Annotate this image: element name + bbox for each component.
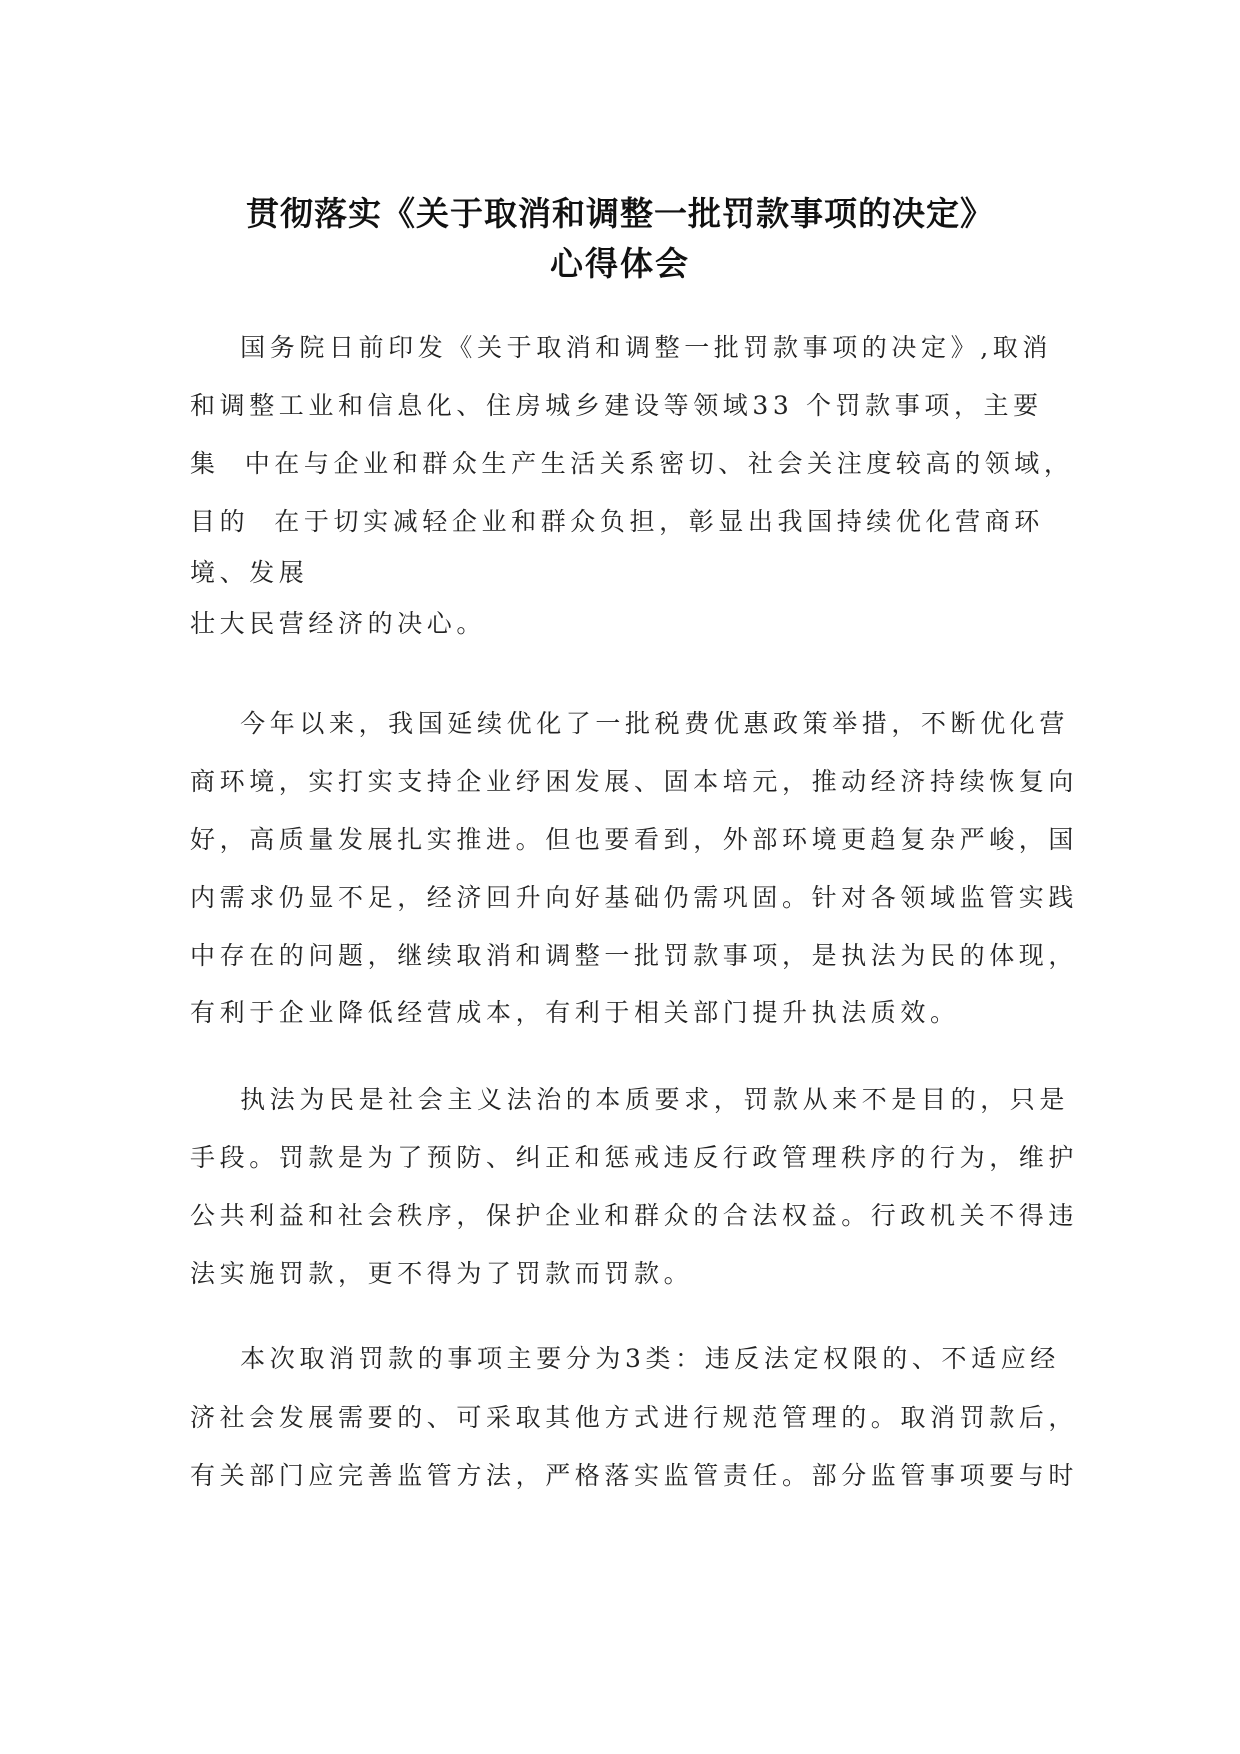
paragraph-line: 济社会发展需要的、可采取其他方式进行规范管理的。取消罚款后，	[190, 1403, 1079, 1432]
paragraph-line: 国务院日前印发《关于取消和调整一批罚款事项的决定》,取消	[190, 333, 1052, 362]
paragraph-line: 执法为民是社会主义法治的本质要求，罚款从来不是目的，只是	[190, 1085, 1069, 1114]
paragraph-line: 壮大民营经济的决心。	[190, 609, 487, 638]
paragraph-line: 集 中在与企业和群众生产生活关系密切、社会关注度较高的领域，	[190, 449, 1074, 478]
paragraph-line: 内需求仍显不足，经济回升向好基础仍需巩固。针对各领域监管实践	[190, 883, 1079, 912]
paragraph-line: 法实施罚款，更不得为了罚款而罚款。	[190, 1259, 694, 1288]
document-title-line-1: 贯彻落实《关于取消和调整一批罚款事项的决定》	[246, 194, 994, 233]
paragraph-line: 有关部门应完善监管方法，严格落实监管责任。部分监管事项要与时	[190, 1461, 1079, 1490]
paragraph-line: 有利于企业降低经营成本，有利于相关部门提升执法质效。	[190, 998, 960, 1027]
paragraph-line: 目的 在于切实减轻企业和群众负担，彰显出我国持续优化营商环	[190, 507, 1044, 536]
paragraph-line: 商环境，实打实支持企业纾困发展、固本培元，推动经济持续恢复向	[190, 767, 1079, 796]
paragraph-line: 和调整工业和信息化、住房城乡建设等领域33 个罚款事项，主要	[190, 391, 1043, 420]
paragraph-line: 本次取消罚款的事项主要分为3类：违反法定权限的、不适应经	[190, 1344, 1060, 1373]
document-title-line-2: 心得体会	[550, 244, 690, 283]
paragraph-line: 今年以来，我国延续优化了一批税费优惠政策举措，不断优化营	[190, 709, 1069, 738]
paragraph-line: 境、发展	[190, 558, 309, 587]
paragraph-line: 好，高质量发展扎实推进。但也要看到，外部环境更趋复杂严峻，国	[190, 825, 1079, 854]
paragraph-line: 公共利益和社会秩序，保护企业和群众的合法权益。行政机关不得违	[190, 1201, 1079, 1230]
paragraph-line: 中存在的问题，继续取消和调整一批罚款事项，是执法为民的体现，	[190, 941, 1079, 970]
paragraph-line: 手段。罚款是为了预防、纠正和惩戒违反行政管理秩序的行为，维护	[190, 1143, 1079, 1172]
